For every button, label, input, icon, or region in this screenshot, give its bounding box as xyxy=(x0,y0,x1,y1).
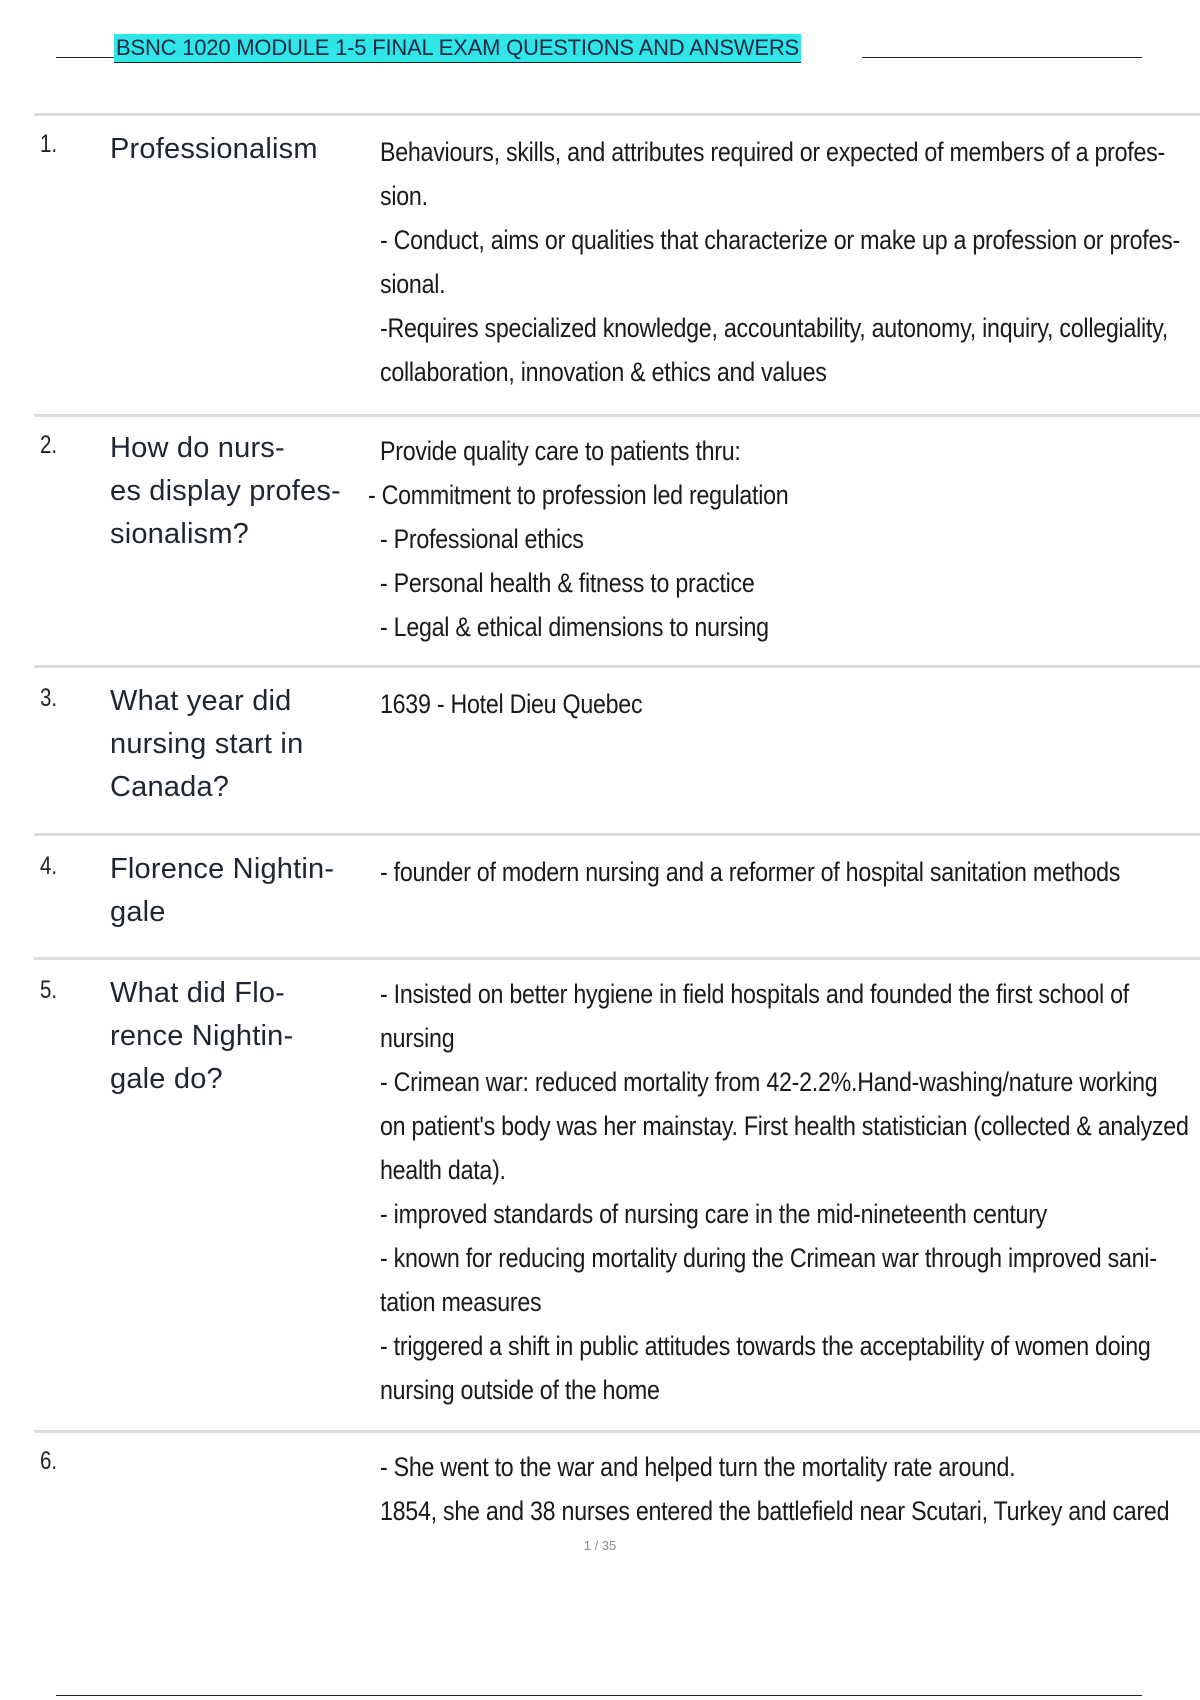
def-line: - Crimean war: reduced mortality from 42-2.2%.Hand-washing/nature working xyxy=(380,1067,1158,1097)
row-number: 4. xyxy=(40,852,58,880)
def-line: -Requires specialized knowledge, accountability, autonomy, inquiry, collegiality, xyxy=(380,313,1168,343)
answer-definition xyxy=(380,682,1171,726)
qa-row-3 xyxy=(34,665,1200,833)
qa-row-2 xyxy=(34,414,1200,665)
def-line: sional. xyxy=(380,269,446,299)
def-line: - triggered a shift in public attitudes towards the acceptability of women doing xyxy=(380,1331,1151,1361)
def-line: sion. xyxy=(380,181,428,211)
def-line: health data). xyxy=(380,1155,506,1185)
question-term xyxy=(110,848,375,934)
question-term xyxy=(110,972,375,1101)
def-line: - founder of modern nursing and a reformer of hospital sanitation methods xyxy=(380,857,1121,887)
term-line: What year did xyxy=(110,685,292,717)
def-line: 1639 - Hotel Dieu Quebec xyxy=(380,689,643,719)
term-line: What did Flo- xyxy=(110,977,286,1009)
qa-table xyxy=(34,113,1200,1543)
def-line: - known for reducing mortality during the Crimean war through improved sani- xyxy=(380,1243,1157,1273)
def-line: tation measures xyxy=(380,1287,542,1317)
term-line: es display profes- xyxy=(110,475,341,507)
def-line: nursing xyxy=(380,1023,455,1053)
row-number: 5. xyxy=(40,976,58,1004)
answer-definition xyxy=(380,850,1171,894)
row-number: 3. xyxy=(40,684,58,712)
term-line: nursing start in xyxy=(110,728,304,760)
qa-row-4 xyxy=(34,833,1200,957)
term-line: gale xyxy=(110,896,166,928)
header-rule xyxy=(862,57,1142,58)
term-line: gale do? xyxy=(110,1063,223,1095)
term-line: Professionalism xyxy=(110,133,318,165)
qa-row-6 xyxy=(34,1430,1200,1543)
def-line: 1854, she and 38 nurses entered the battlefield near Scutari, Turkey and cared xyxy=(380,1496,1170,1526)
term-line: Canada? xyxy=(110,771,230,803)
def-line: Provide quality care to patients thru: xyxy=(380,436,741,466)
question-term xyxy=(110,427,375,556)
def-line: - Conduct, aims or qualities that characterize or make up a profession or profes- xyxy=(380,225,1180,255)
term-line: Florence Nightin- xyxy=(110,853,335,885)
question-term xyxy=(110,128,375,171)
def-line: - Insisted on better hygiene in field hospitals and founded the first school of xyxy=(380,979,1129,1009)
header-rule xyxy=(56,57,114,58)
row-number: 6. xyxy=(40,1447,58,1475)
footer-rule xyxy=(56,1695,1142,1696)
def-line: Behaviours, skills, and attributes required or expected of members of a profes- xyxy=(380,137,1165,167)
qa-row-1 xyxy=(34,113,1200,414)
term-line: rence Nightin- xyxy=(110,1020,294,1052)
row-number: 1. xyxy=(40,130,58,158)
qa-row-5 xyxy=(34,957,1200,1430)
def-line: nursing outside of the home xyxy=(380,1375,660,1405)
term-line: sionalism? xyxy=(110,518,249,550)
def-line: - Legal & ethical dimensions to nursing xyxy=(380,612,769,642)
document-title: BSNC 1020 MODULE 1-5 FINAL EXAM QUESTIONS AND ANSWERS xyxy=(114,34,801,63)
def-line: - Personal health & fitness to practice xyxy=(380,568,755,598)
def-line: on patient's body was her mainstay. First health statistician (collected & analyzed xyxy=(380,1111,1189,1141)
def-line: - improved standards of nursing care in the mid-nineteenth century xyxy=(380,1199,1048,1229)
row-number: 2. xyxy=(40,431,58,459)
def-line: collaboration, innovation & ethics and values xyxy=(380,357,827,387)
term-line: How do nurs- xyxy=(110,432,285,464)
question-term xyxy=(110,680,375,809)
def-line: - She went to the war and helped turn the mortality rate around. xyxy=(380,1452,1016,1482)
answer-definition xyxy=(380,130,1180,394)
answer-definition xyxy=(380,972,1189,1412)
def-line: - Commitment to profession led regulation xyxy=(367,480,789,510)
def-line: - Professional ethics xyxy=(380,524,584,554)
answer-definition xyxy=(367,429,1171,649)
page-number: 1 / 35 xyxy=(583,1538,617,1553)
answer-definition xyxy=(380,1445,1171,1533)
